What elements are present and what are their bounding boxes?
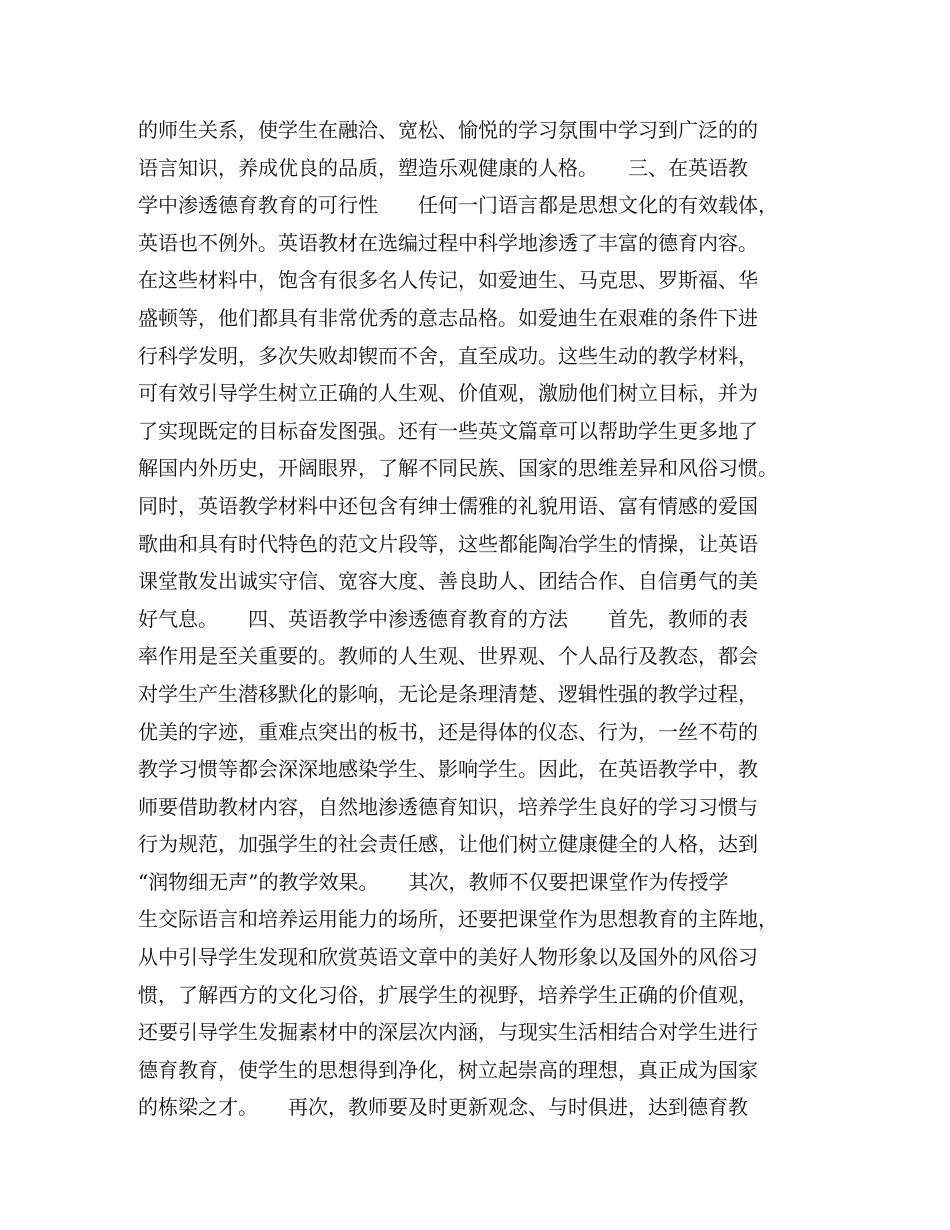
text-line: 的师生关系，使学生在融洽、宽松、愉悦的学习氛围中学习到广泛的的	[138, 118, 758, 142]
text-line: 德育教育，使学生的思想得到净化，树立起崇高的理想，真正成为国家	[138, 1057, 758, 1082]
text-line: 同时，英语教学材料中还包含有绅士儒雅的礼貌用语、富有情感的爱国	[138, 493, 758, 518]
text-line: 从中引导学生发现和欣赏英语文章中的美好人物形象以及国外的风俗习	[138, 945, 758, 970]
text-line: 语言知识，养成优良的品质，塑造乐观健康的人格。 三、在英语教	[138, 155, 748, 180]
text-line: 课堂散发出诚实守信、宽容大度、善良助人、团结合作、自信勇气的美	[138, 569, 758, 594]
text-line: 教学习惯等都会深深地感染学生、影响学生。因此，在英语教学中，教	[138, 757, 758, 782]
text-line: 盛顿等，他们都具有非常优秀的意志品格。如爱迪生在艰难的条件下进	[138, 305, 758, 330]
text-line: 解国内外历史，开阔眼界，了解不同民族、国家的思维差异和风俗习惯。	[138, 456, 778, 481]
text-line: 的栋梁之才。 再次，教师要及时更新观念、与时俱进，达到德育教	[138, 1095, 748, 1120]
text-line: 好气息。 四、英语教学中渗透德育教育的方法 首先，教师的表	[138, 606, 748, 631]
text-line: 生交际语言和培养运用能力的场所，还要把课堂作为思想教育的主阵地，	[138, 907, 778, 932]
text-line: 行科学发明，多次失败却锲而不舍，直至成功。这些生动的教学材料，	[138, 343, 758, 368]
text-line: 师要借助教材内容，自然地渗透德育知识，培养学生良好的学习习惯与	[138, 794, 758, 819]
text-line: 率作用是至关重要的。教师的人生观、世界观、个人品行及教态，都会	[138, 644, 758, 669]
text-line: 优美的字迹，重难点突出的板书，还是得体的仪态、行为，一丝不苟的	[138, 719, 758, 744]
text-line: 了实现既定的目标奋发图强。还有一些英文篇章可以帮助学生更多地了	[138, 418, 758, 443]
body-text	[138, 112, 828, 1127]
text-line: 英语也不例外。英语教材在选编过程中科学地渗透了丰富的德育内容。	[138, 230, 758, 255]
text-line: 歌曲和具有时代特色的范文片段等，这些都能陶冶学生的情操，让英语	[138, 531, 758, 556]
text-line: 惯，了解西方的文化习俗，扩展学生的视野，培养学生正确的价值观，	[138, 982, 758, 1007]
text-line: 可有效引导学生树立正确的人生观、价值观，激励他们树立目标，并为	[138, 381, 758, 406]
text-line: 还要引导学生发掘素材中的深层次内涵，与现实生活相结合对学生进行	[138, 1020, 758, 1045]
text-line: 学中渗透德育教育的可行性 任何一门语言都是思想文化的有效载体，	[138, 193, 778, 218]
text-line: “润物细无声”的教学效果。 其次，教师不仅要把课堂作为传授学	[138, 869, 729, 894]
text-line: 在这些材料中，饱含有很多名人传记，如爱迪生、马克思、罗斯福、华	[138, 268, 758, 293]
text-line: 对学生产生潜移默化的影响，无论是条理清楚、逻辑性强的教学过程，	[138, 681, 758, 706]
text-line: 行为规范，加强学生的社会责任感，让他们树立健康健全的人格，达到	[138, 832, 758, 857]
